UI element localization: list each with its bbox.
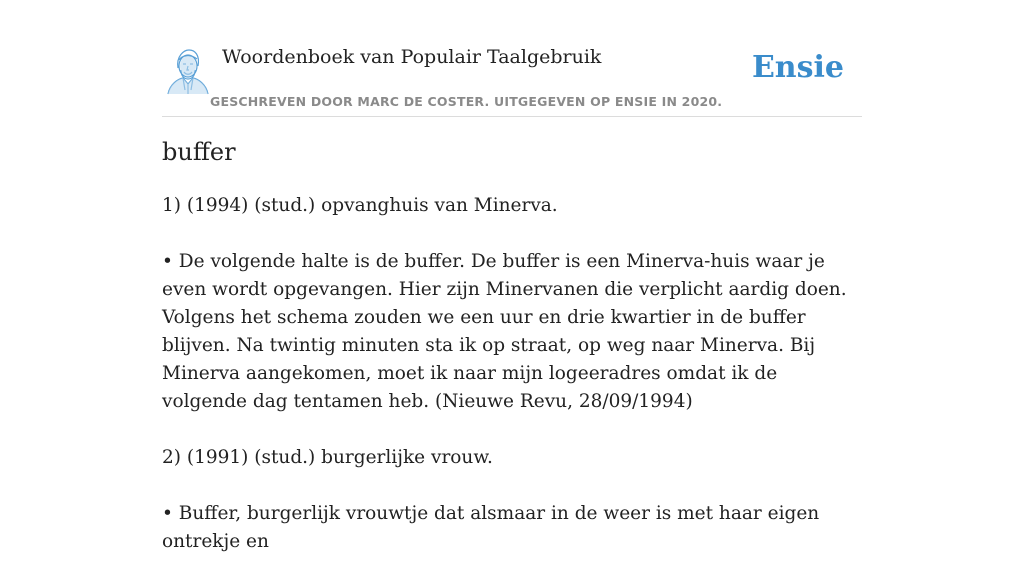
- entry-headword: buffer: [162, 138, 236, 166]
- author-portrait-icon: [164, 46, 210, 96]
- definition-paragraph: • De volgende halte is de buffer. De buffer is een Minerva-huis waar je even wordt opgevangen. Hier zijn Minervanen die verplicht aardig doen. Volgens het schema zouden we een uur en drie kwartier in de buffer blijven. Na twintig minuten sta ik op straat, op weg naar Minerva. Bij Minerva aangekomen, moet ik naar mijn logeeradres omdat ik de volgende dag tentamen heb. (Nieuwe Revu, 28/09/1994): [162, 251, 847, 412]
- dictionary-title[interactable]: Woordenboek van Populair Taalgebruik: [222, 46, 602, 68]
- author-byline: GESCHREVEN DOOR MARC DE COSTER. UITGEGEVEN OP ENSIE IN 2020.: [210, 94, 723, 109]
- page: [162, 0, 862, 552]
- entry-definition: [162, 192, 862, 584]
- definition-paragraph: 1) (1994) (stud.) opvanghuis van Minerva.: [162, 195, 558, 216]
- ensie-logo[interactable]: Ensie: [751, 50, 844, 85]
- definition-paragraph: 2) (1991) (stud.) burgerlijke vrouw.: [162, 447, 493, 468]
- definition-paragraph: • Buffer, burgerlijk vrouwtje dat alsmaar in de weer is met haar eigen ontrekje en: [162, 503, 820, 552]
- dictionary-header: [162, 40, 862, 117]
